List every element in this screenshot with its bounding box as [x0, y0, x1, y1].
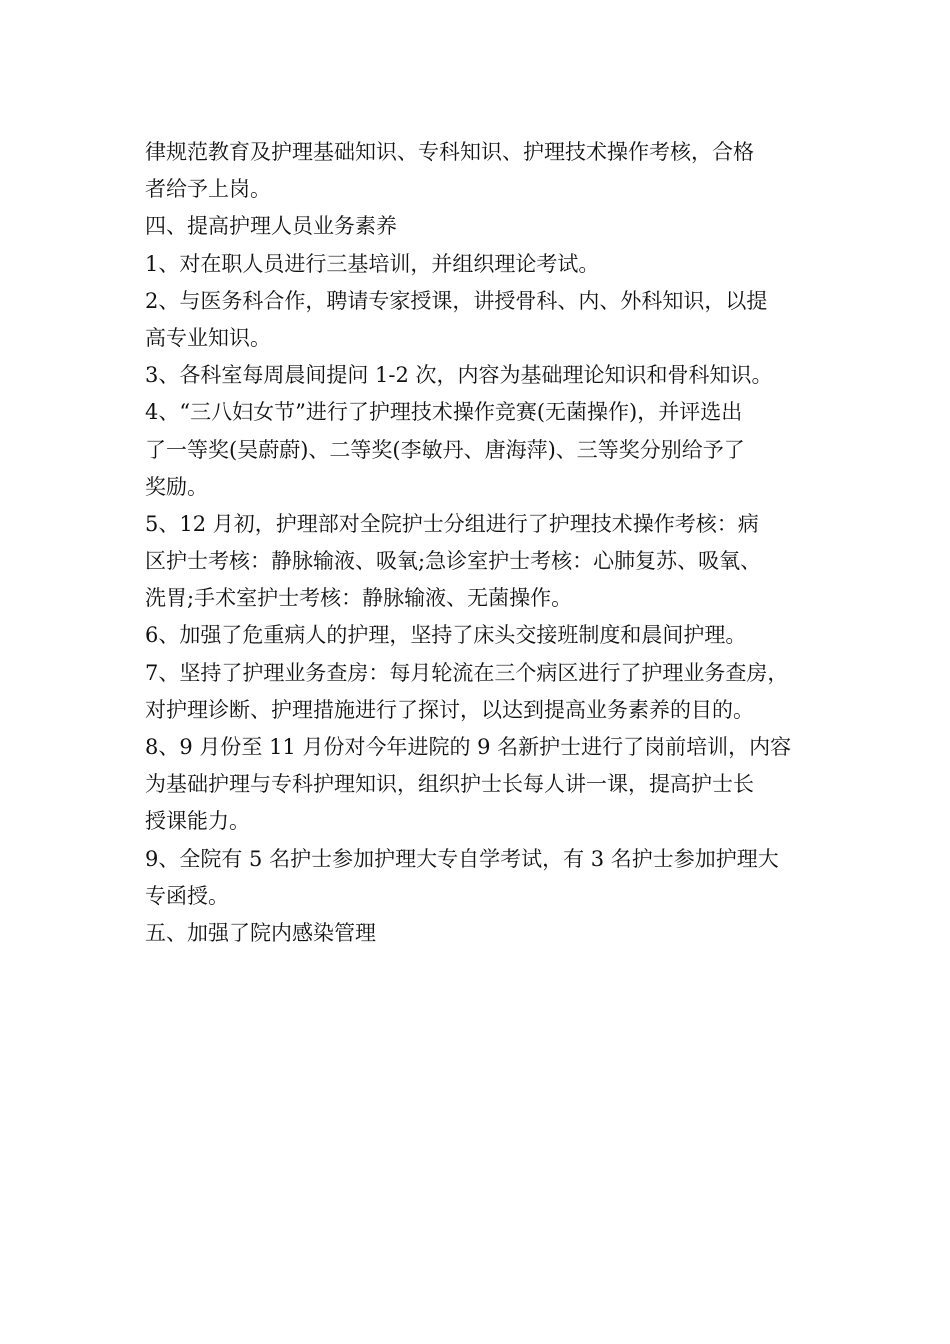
text-line: 律规范教育及护理基础知识、专科知识、护理技术操作考核，合格 [145, 140, 754, 164]
text-line: 奖励。 [145, 474, 208, 499]
section-heading-4 [145, 208, 815, 245]
list-item-3 [145, 357, 815, 394]
list-item-7 [145, 655, 815, 729]
document-body [145, 134, 815, 952]
paragraph-continuation [145, 134, 815, 208]
text-line: 为基础护理与专科护理知识，组织护士长每人讲一课，提高护士长 [145, 772, 754, 797]
text-line: 2、与医务科合作，聘请专家授课，讲授骨科、内、外科知识，以提 [145, 288, 768, 313]
text-line: 了一等奖(吴蔚蔚)、二等奖(李敏丹、唐海萍)、三等奖分别给予了 [145, 437, 745, 462]
list-item-4 [145, 394, 815, 506]
text-line: 4、“三八妇女节”进行了护理技术操作竞赛(无菌操作)，并评选出 [145, 400, 743, 425]
list-item-1 [145, 246, 815, 283]
text-line: 6、加强了危重病人的护理，坚持了床头交接班制度和晨间护理。 [145, 623, 747, 648]
list-item-2 [145, 283, 815, 357]
text-line: 7、坚持了护理业务查房：每月轮流在三个病区进行了护理业务查房， [145, 660, 789, 685]
heading-line: 五、加强了院内感染管理 [145, 920, 376, 945]
list-item-5 [145, 506, 815, 618]
text-line: 者给予上岗。 [145, 177, 271, 202]
text-line: 5、12 月初，护理部对全院护士分组进行了护理技术操作考核：病 [145, 511, 759, 536]
list-item-6 [145, 617, 815, 654]
text-line: 8、9 月份至 11 月份对今年进院的 9 名新护士进行了岗前培训，内容 [145, 735, 792, 759]
text-line: 1、对在职人员进行三基培训，并组织理论考试。 [145, 251, 600, 276]
text-line: 授课能力。 [145, 809, 250, 834]
text-line: 高专业知识。 [145, 325, 271, 350]
text-line: 对护理诊断、护理措施进行了探讨，以达到提高业务素养的目的。 [145, 697, 754, 722]
heading-line: 四、提高护理人员业务素养 [145, 214, 397, 239]
text-line: 3、各科室每周晨间提问 1-2 次，内容为基础理论知识和骨科知识。 [145, 363, 773, 388]
list-item-8 [145, 729, 815, 841]
list-item-9 [145, 841, 815, 915]
section-heading-5 [145, 915, 815, 952]
text-line: 区护士考核：静脉输液、吸氧;急诊室护士考核：心肺复苏、吸氧、 [145, 549, 762, 574]
text-line: 专函授。 [145, 883, 229, 908]
text-line: 9、全院有 5 名护士参加护理大专自学考试，有 3 名护士参加护理大 [145, 846, 779, 871]
text-line: 洗胃;手术室护士考核：静脉输液、无菌操作。 [145, 586, 573, 611]
